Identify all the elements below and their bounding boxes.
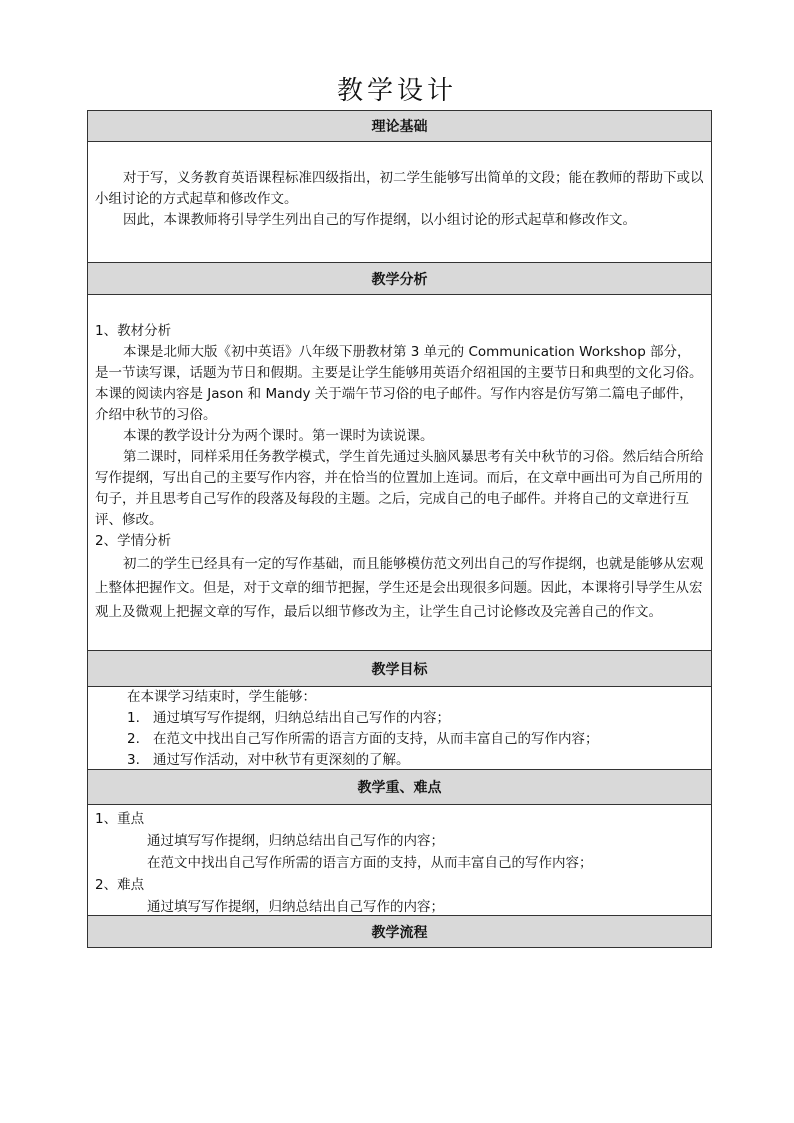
theory-header: 理论基础 <box>88 111 711 142</box>
key-point-item: 通过填写写作提纲，归纳总结出自己写作的内容； <box>147 833 444 849</box>
goals-section <box>88 687 711 770</box>
difficult-point-item: 通过填写写作提纲，归纳总结出自己写作的内容； <box>147 899 444 915</box>
goal-item <box>95 729 704 750</box>
key-points-title: 1、重点 <box>95 811 145 827</box>
lesson-plan-table <box>87 110 712 948</box>
process-header: 教学流程 <box>88 916 711 947</box>
goal-text: 通过填写写作提纲，归纳总结出自己写作的内容； <box>153 710 450 726</box>
goals-header: 教学目标 <box>88 651 711 687</box>
analysis-paragraph: 初二的学生已经具有一定的写作基础，而且能够模仿范文列出自己的写作提纲，也就是能够从宏观上整体把握作文。但是，对于文章的细节把握，学生还是会出现很多问题。因此，本课将引导学生从宏观上及微观上把握文章的写作，最后以细节修改为主，让学生自己讨论修改及完善自己的作文。 <box>95 556 704 620</box>
keypoints-section <box>88 805 711 916</box>
keypoints-header: 教学重、难点 <box>88 770 711 805</box>
goal-number: 2. <box>127 731 140 747</box>
goal-text: 通过写作活动，对中秋节有更深刻的了解。 <box>153 752 410 768</box>
goals-intro: 在本课学习结束时，学生能够： <box>127 689 316 705</box>
difficult-points-title: 2、难点 <box>95 877 145 893</box>
materials-analysis-title: 1、教材分析 <box>95 323 172 339</box>
goal-number: 3. <box>127 752 140 768</box>
analysis-paragraph: 本课是北师大版《初中英语》八年级下册教材第 3 单元的 Communication Workshop 部分，是一节读写课，话题为节日和假期。主要是让学生能够用英语介绍祖国的主要节日和典型的文化习俗。本课的阅读内容是 Jason 和 Mandy 关于端午节习俗的电子邮件。写作内容是仿写第二篇电子邮件，介绍中秋节的习俗。 <box>95 344 703 423</box>
goal-text: 在范文中找出自己写作所需的语言方面的支持，从而丰富自己的写作内容； <box>153 731 599 747</box>
analysis-section <box>88 295 711 651</box>
analysis-header: 教学分析 <box>88 263 711 295</box>
theory-section <box>88 142 711 263</box>
page-title: 教学设计 <box>336 76 457 106</box>
goal-item <box>95 750 704 771</box>
student-analysis-title: 2、学情分析 <box>95 533 172 549</box>
analysis-paragraph: 第二课时，同样采用任务教学模式，学生首先通过头脑风暴思考有关中秋节的习俗。然后结合所给写作提纲，写出自己的主要写作内容，并在恰当的位置加上连词。而后，在文章中画出可为自己所用的句子，并且思考自己写作的段落及每段的主题。之后，完成自己的电子邮件。并将自己的文章进行互评、修改。 <box>95 449 704 528</box>
theory-paragraph: 因此，本课教师将引导学生列出自己的写作提纲，以小组讨论的形式起草和修改作文。 <box>123 212 636 228</box>
goal-item <box>95 708 704 729</box>
key-point-item: 在范文中找出自己写作所需的语言方面的支持，从而丰富自己的写作内容； <box>147 855 593 871</box>
analysis-paragraph: 本课的教学设计分为两个课时。第一课时为读说课。 <box>123 428 434 444</box>
goal-number: 1. <box>127 710 140 726</box>
theory-paragraph: 对于写，义务教育英语课程标准四级指出，初二学生能够写出简单的文段；能在教师的帮助下或以小组讨论的方式起草和修改作文。 <box>95 170 704 207</box>
